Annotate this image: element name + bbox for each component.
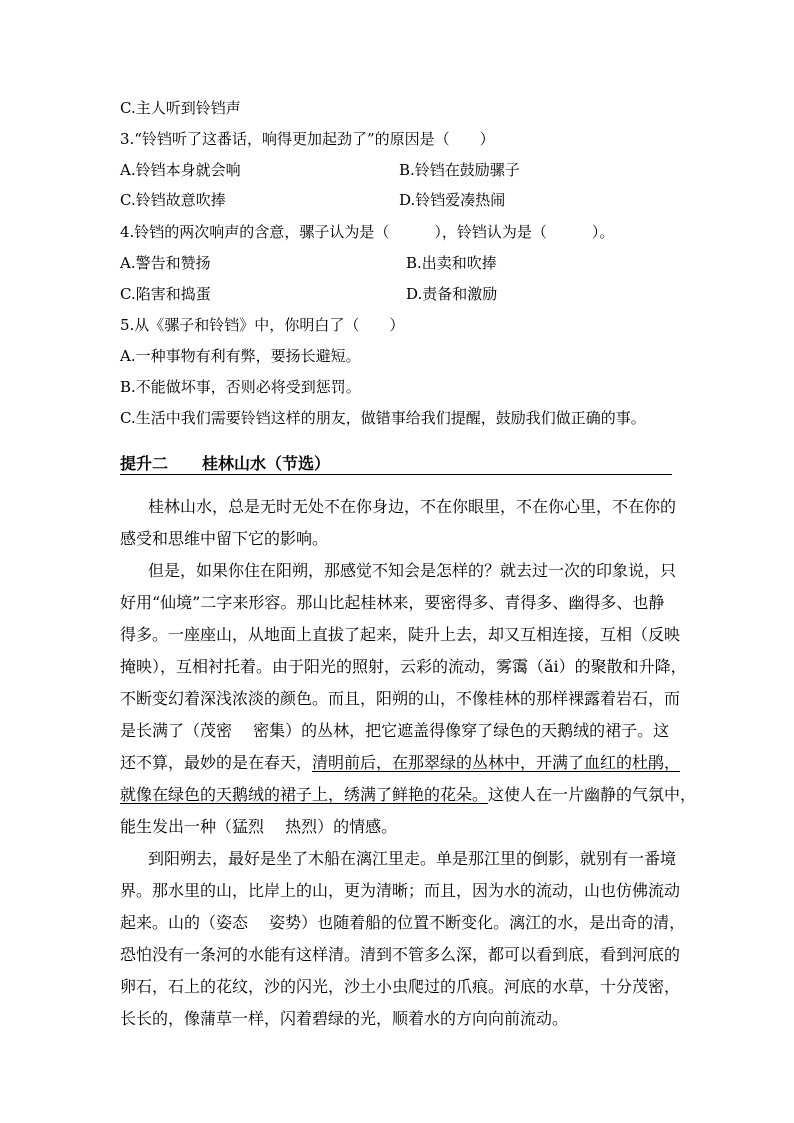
passage-line: 桂林山水，总是无时无处不在你身边，不在你眼里，不在你心里，不在你的 — [148, 497, 677, 516]
passage-line: 卵石，石上的花纹，沙的闪光，沙土小虫爬过的爪痕。河底的水草，十分茂密， — [120, 977, 681, 996]
passage-line: 起来。山的（姿态 姿势）也随着船的位置不断变化。漓江的水，是出奇的清， — [120, 913, 686, 932]
underlined-sentence: 就像在绿色的天鹅绒的裙子上，绣满了鲜艳的花朵。 — [120, 785, 489, 804]
q5-option-c: C.生活中我们需要铃铛这样的朋友，做错事给我们提醒，鼓励我们做正确的事。 — [120, 409, 646, 427]
passage-line: 好用“仙境”二字来形容。那山比起桂林来，要密得多、青得多、幽得多、也静 — [120, 593, 665, 612]
section-heading — [120, 454, 672, 475]
passage-line: 是长满了（茂密 密集）的丛林，把它遮盖得像穿了绿色的天鹅绒的裙子。这 — [120, 721, 670, 740]
passage-line: 能生发出一种（猛烈 热烈）的情感。 — [120, 817, 398, 836]
q4-stem: 4.铃铛的两次响声的含意，骡子认为是（ ），铃铛认为是（ ）。 — [120, 223, 615, 241]
q2-option-c: C.主人听到铃铛声 — [120, 99, 241, 117]
passage-line: 长长的，像蒲草一样，闪着碧绿的光，顺着水的方向向前流动。 — [120, 1009, 569, 1028]
passage-line: 掩映），互相衬托着。由于阳光的照射，云彩的流动，雾霭（ǎi）的聚散和升降， — [120, 657, 687, 676]
q4-option-a: A.警告和赞扬 — [120, 254, 211, 272]
q3-option-d: D.铃铛爱凑热闹 — [399, 191, 506, 209]
q3-option-a: A.铃铛本身就会响 — [120, 161, 241, 179]
passage-line: 界。那水里的山，比岸上的山，更为清晰；而且，因为水的流动，山也仿佛流动 — [120, 881, 681, 900]
q5-option-b: B.不能做坏事，否则必将受到惩罚。 — [120, 378, 361, 396]
passage-line: 恐怕没有一条河的水能有这样清。清到不管多么深，都可以看到底，看到河底的 — [120, 945, 681, 964]
passage-line: 但是，如果你住在阳朔，那感觉不知会是怎样的？就去过一次的印象说，只 — [148, 561, 677, 580]
q5-stem: 5.从《骡子和铃铛》中，你明白了（ ） — [120, 316, 405, 334]
underlined-sentence: 清明前后，在那翠绿的丛林中，开满了血红的杜鹃， — [312, 753, 681, 772]
passage-line: 感受和思维中留下它的影响。 — [120, 529, 329, 548]
q5-option-a: A.一种事物有利有弊，要扬长避短。 — [120, 347, 361, 365]
passage-line: 到阳朔去，最好是坐了木船在漓江里走。单是那江里的倒影，就别有一番境 — [148, 849, 677, 868]
passage-text: 这使人在一片幽静的气氛中， — [488, 785, 697, 804]
q4-option-c: C.陷害和捣蛋 — [120, 285, 211, 303]
q3-stem: 3.“铃铛听了这番话，响得更加起劲了”的原因是（ ） — [120, 130, 495, 148]
q3-option-b: B.铃铛在鼓励骡子 — [399, 161, 520, 179]
q3-option-c: C.铃铛故意吹捧 — [120, 191, 226, 209]
q4-option-d: D.责备和激励 — [406, 285, 498, 303]
passage-text: 还不算，最妙的是在春天， — [120, 753, 313, 772]
q4-option-b: B.出卖和吹捧 — [406, 254, 497, 272]
passage-line: 不断变幻着深浅浓淡的颜色。而且，阳朔的山，不像桂林的那样裸露着岩石，而 — [120, 689, 681, 708]
passage-line: 得多。一座座山，从地面上直拔了起来，陡升上去，却又互相连接，互相（反映 — [120, 625, 681, 644]
section-title: 桂林山水（节选） — [202, 454, 331, 473]
passage-line — [120, 785, 696, 805]
passage-line — [120, 753, 680, 773]
section-number: 提升二 — [120, 454, 169, 473]
